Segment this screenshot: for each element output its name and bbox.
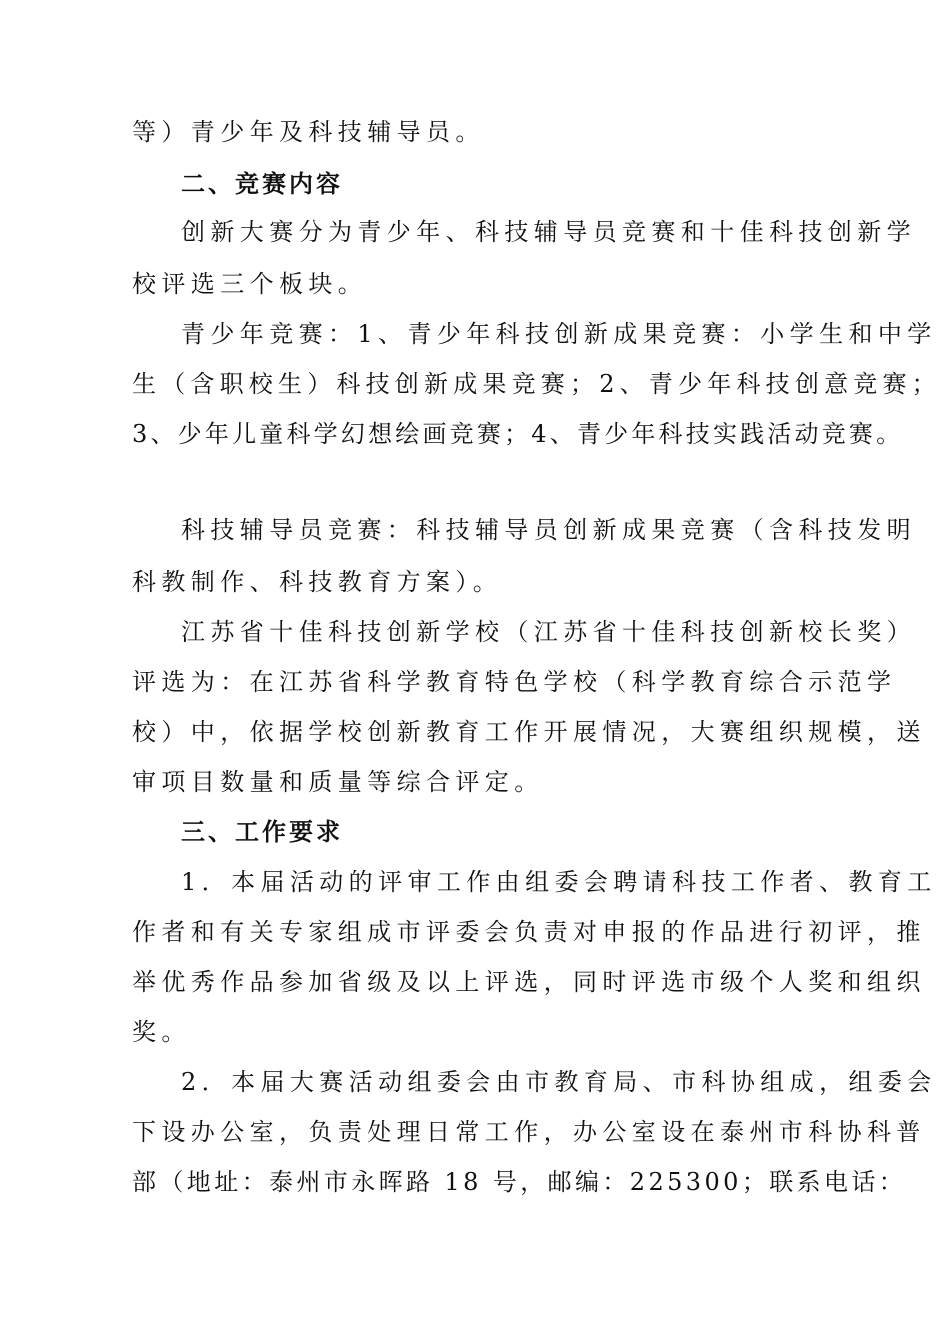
paragraph-line: 科技辅导员竞赛：科技辅导员创新成果竞赛（含科技发明 — [181, 516, 916, 544]
paragraph-line: 2．本届大赛活动组委会由市教育局、市科协组成，组委会 — [181, 1068, 937, 1096]
paragraph-line: 1．本届活动的评审工作由组委会聘请科技工作者、教育工 — [181, 868, 937, 896]
paragraph-line: 3、少年儿童科学幻想绘画竞赛；4、青少年科技实践活动竞赛。 — [132, 420, 904, 448]
paragraph-line: 创新大赛分为青少年、科技辅导员竞赛和十佳科技创新学 — [181, 218, 916, 246]
paragraph-line: 举优秀作品参加省级及以上评选，同时评选市级个人奖和组织 — [132, 968, 926, 996]
paragraph-line: 下设办公室，负责处理日常工作，办公室设在泰州市科协科普 — [132, 1118, 926, 1146]
paragraph-line: 江苏省十佳科技创新学校（江苏省十佳科技创新校长奖） — [181, 618, 916, 646]
paragraph-line: 审项目数量和质量等综合评定。 — [132, 768, 544, 796]
paragraph-line: 评选为：在江苏省科学教育特色学校（科学教育综合示范学 — [132, 668, 897, 696]
paragraph-line: 奖。 — [132, 1018, 191, 1046]
section-heading-content: 二、竞赛内容 — [181, 170, 343, 198]
paragraph-line: 生（含职校生）科技创新成果竞赛；2、青少年科技创意竞赛； — [132, 370, 941, 398]
paragraph-line: 作者和有关专家组成市评委会负责对申报的作品进行初评，推 — [132, 918, 926, 946]
paragraph-line: 校）中，依据学校创新教育工作开展情况，大赛组织规模，送 — [132, 718, 926, 746]
paragraph-line: 等）青少年及科技辅导员。 — [132, 118, 485, 146]
paragraph-line: 部（地址：泰州市永晖路 18 号，邮编：225300；联系电话： — [132, 1168, 907, 1196]
paragraph-line: 青少年竞赛：1、青少年科技创新成果竞赛：小学生和中学 — [181, 320, 937, 348]
section-heading-requirements: 三、工作要求 — [181, 818, 343, 846]
paragraph-line: 科教制作、科技教育方案）。 — [132, 568, 503, 596]
paragraph-line: 校评选三个板块。 — [132, 270, 368, 298]
